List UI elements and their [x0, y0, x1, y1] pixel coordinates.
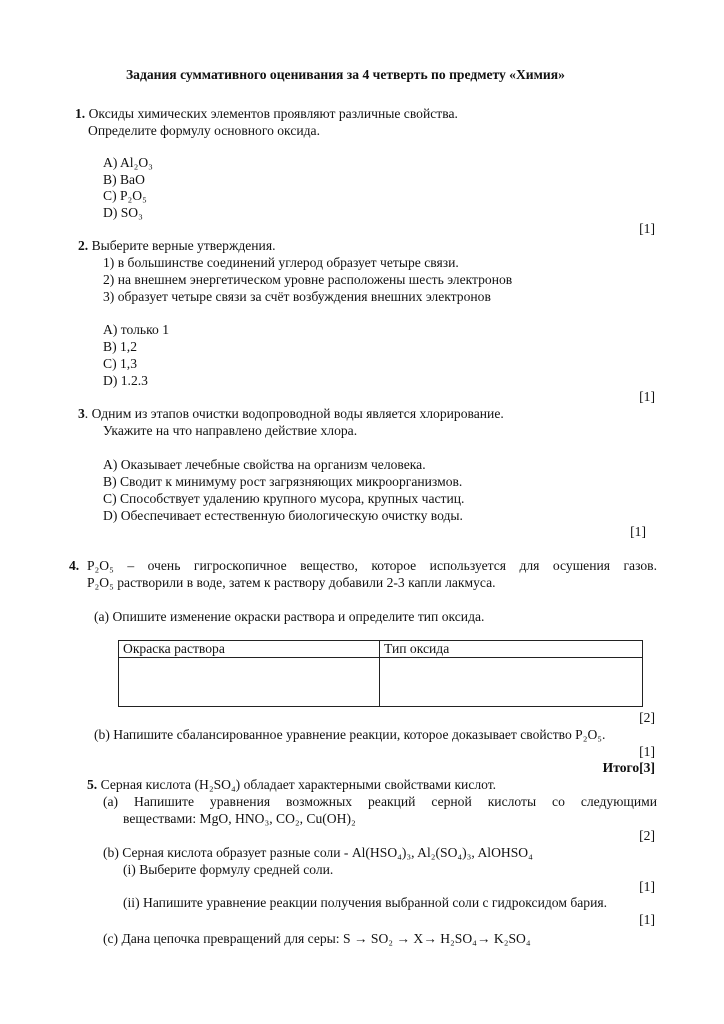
page-title: Задания суммативного оценивания за 4 четверть по предмету «Химия»: [126, 67, 565, 82]
question-text: . Одним из этапов очистки водопроводной воды является хлорирование.: [84, 406, 504, 421]
question-text: Выберите верные утверждения.: [91, 238, 276, 253]
option-d: D) 1.2.3: [103, 373, 148, 388]
mark: [1]: [639, 879, 655, 894]
mark: [1]: [639, 744, 655, 759]
mark: [1]: [639, 389, 655, 404]
mark: [2]: [639, 828, 655, 843]
question-5-part-c: (c) Дана цепочка превращений для серы: S → SO₂ → X→ H₂SO₄→ K₂SO₄: [103, 931, 531, 946]
question-5: [87, 777, 496, 793]
question-number: 2.: [78, 238, 89, 253]
option-c: C) Способствует удалению крупного мусора, крупных частиц.: [103, 491, 465, 506]
question-5-part-b-ii: (ii) Напишите уравнение реакции получения выбранной соли с гидроксидом бария.: [123, 895, 607, 910]
option-c: C) 1,3: [103, 356, 137, 371]
question-3-prompt: Укажите на что направлено действие хлора.: [103, 423, 358, 438]
answer-cell-color[interactable]: [119, 658, 380, 707]
question-number: 5.: [87, 777, 98, 792]
option-b: B) Сводит к минимуму рост загрязняющих микроорганизмов.: [103, 474, 463, 489]
question-3: [78, 406, 504, 422]
question-5-part-a-substances: веществами: MgO, HNO₃, CO₂, Cu(OH)₂: [123, 811, 356, 826]
mark: [1]: [630, 524, 646, 539]
question-5-part-a: (a) Напишите уравнения возможных реакций серной кислоты со следующими: [103, 794, 657, 809]
option-b: B) BaO: [103, 172, 145, 187]
question-4-text: P₂O₅ – очень гигроскопичное вещество, которое используется для осушения газов.: [87, 558, 657, 573]
question-number: 4.: [69, 558, 80, 573]
question-4-part-b: (b) Напишите сбалансированное уравнение реакции, которое доказывает свойство P₂O₅.: [94, 727, 606, 742]
question-text: Оксиды химических элементов проявляют различные свойства.: [88, 106, 458, 121]
mark: [1]: [639, 221, 655, 236]
question-5-part-b: (b) Серная кислота образует разные соли - Al(HSO₄)₃, Al₂(SO₄)₃, AlOHSO₄: [103, 845, 533, 860]
mark: [2]: [639, 710, 655, 725]
mark: [1]: [639, 912, 655, 927]
statement-2: 2) на внешнем энергетическом уровне расположены шесть электронов: [103, 272, 513, 287]
question-2: [78, 238, 275, 254]
question-text: Серная кислота (H₂SO₄) обладает характерными свойствами кислот.: [100, 777, 497, 792]
option-d: D) Обеспечивает естественную биологическую очистку воды.: [103, 508, 463, 523]
question-number: 1.: [75, 106, 86, 121]
statement-1: 1) в большинстве соединений углерод образует четыре связи.: [103, 255, 459, 270]
question-5-part-b-i: (i) Выберите формулу средней соли.: [123, 862, 334, 877]
option-b: B) 1,2: [103, 339, 137, 354]
table-header-color: Окраска раствора: [119, 641, 380, 658]
question-1: [75, 106, 458, 122]
question-4-text-2: P₂O₅ растворили в воде, затем к раствору добавили 2-3 капли лакмуса.: [87, 575, 496, 590]
question-1-prompt: Определите формулу основного оксида.: [88, 123, 320, 138]
option-a: A) только 1: [103, 322, 170, 337]
question-4-part-a: (a) Опишите изменение окраски раствора и определите тип оксида.: [94, 609, 485, 624]
option-a: A) Оказывает лечебные свойства на организм человека.: [103, 457, 426, 472]
total-mark: Итого[3]: [602, 760, 655, 775]
question-number: 3: [78, 406, 85, 421]
answer-table: [118, 640, 643, 707]
option-a: A) Al₂O₃: [103, 155, 153, 170]
option-c: C) P₂O₅: [103, 188, 147, 203]
answer-cell-oxide-type[interactable]: [380, 658, 643, 707]
option-d: D) SO₃: [103, 205, 143, 220]
statement-3: 3) образует четыре связи за счёт возбуждения внешних электронов: [103, 289, 491, 304]
table-header-oxide-type: Тип оксида: [380, 641, 643, 658]
